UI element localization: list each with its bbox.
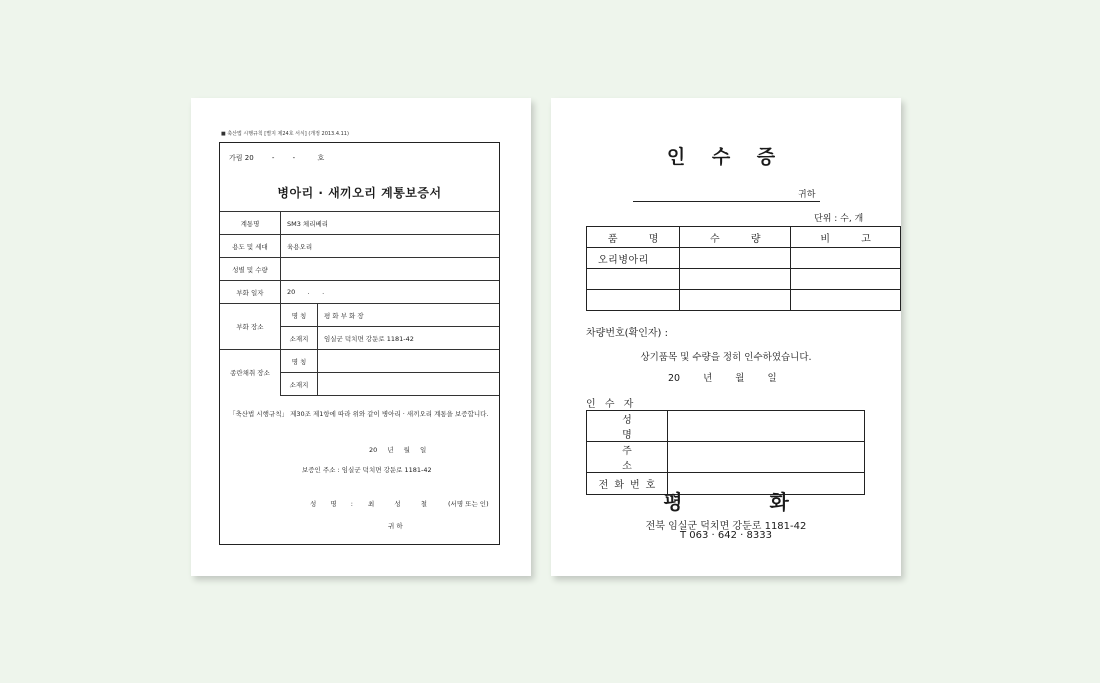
header-quantity: 수 량	[680, 227, 791, 248]
company-name: 평 화	[663, 490, 829, 514]
sex-quantity-label: 성별 및 수량	[220, 258, 281, 281]
certificate-number-suffix: 호	[317, 154, 325, 162]
hatchery-name-value: 평 화 부 화 장	[318, 304, 500, 327]
item-name-cell: 오리병아리	[587, 248, 680, 269]
certificate-statement: 「축산법 시행규칙」 제30조 제1항에 따라 위와 같이 병아리 · 새끼오리 계통을 보증합니다.	[229, 410, 489, 418]
purpose-value: 육용오리	[281, 235, 500, 258]
certificate-table	[220, 211, 499, 396]
certificate-number-prefix: 가림 20	[229, 154, 254, 162]
receipt-date: 20 년 월 일	[668, 373, 777, 384]
egg-collection-label: 종란채취 장소	[220, 350, 281, 396]
hatch-date-value: 20 . .	[281, 281, 500, 304]
receiver-address-label: 주 소	[587, 442, 668, 473]
certificate-number-dash: -	[271, 154, 275, 162]
lineage-value: SM3 체리베리	[281, 212, 500, 235]
quantity-cell	[680, 269, 791, 290]
guarantor-name: 최 성 철	[368, 500, 436, 508]
purpose-label: 용도 및 세대	[220, 235, 281, 258]
hatch-date-label: 부화 일자	[220, 281, 281, 304]
items-table	[586, 226, 901, 311]
hatchery-address-label: 소재지	[281, 327, 318, 350]
receiver-address-value	[668, 442, 865, 473]
table-row	[587, 290, 901, 311]
remarks-cell	[791, 248, 901, 269]
egg-collection-name-value	[318, 350, 500, 373]
certificate-sheet	[191, 98, 531, 576]
quantity-cell	[680, 248, 791, 269]
certificate-frame	[219, 142, 500, 545]
company-phone: T 063 · 642 · 8333	[680, 530, 772, 541]
receiver-name-label: 성 명	[587, 411, 668, 442]
guarantor-name-label: 성 명 :	[310, 500, 359, 508]
table-header-row	[587, 227, 901, 248]
certificate-number	[229, 153, 324, 163]
table-row	[220, 304, 499, 327]
table-row	[220, 258, 499, 281]
table-row	[220, 281, 499, 304]
item-name-cell	[587, 290, 680, 311]
receiver-phone-label: 전화번호	[587, 473, 668, 495]
recipient-line	[633, 201, 820, 202]
hatchery-address-value: 임실군 덕치면 강둔로 1181-42	[318, 327, 500, 350]
vehicle-number-label: 차량번호(확인자) :	[586, 328, 668, 339]
certificate-number-dash: -	[292, 154, 296, 162]
quantity-cell	[680, 290, 791, 311]
egg-collection-name-label: 명 칭	[281, 350, 318, 373]
receipt-title: 인 수 증	[666, 146, 786, 168]
lineage-label: 계통명	[220, 212, 281, 235]
certificate-title: 병아리 · 새끼오리 계통보증서	[277, 186, 442, 200]
certificate-addressee: 귀 하	[388, 522, 403, 530]
egg-collection-address-label: 소재지	[281, 373, 318, 396]
receiver-name-value	[668, 411, 865, 442]
table-row	[220, 212, 499, 235]
table-row	[587, 442, 865, 473]
table-row	[587, 411, 865, 442]
table-row	[220, 350, 499, 373]
remarks-cell	[791, 290, 901, 311]
sex-quantity-value	[281, 258, 500, 281]
hatchery-name-label: 명 칭	[281, 304, 318, 327]
hatchery-label: 부화 장소	[220, 304, 281, 350]
unit-note: 단위 : 수, 개	[814, 214, 864, 224]
receipt-sheet	[551, 98, 901, 576]
law-reference-note: ■ 축산법 시행규칙 [별지 제24호 서식] (개정 2013.4.11)	[221, 131, 349, 137]
recipient-suffix: 귀하	[798, 190, 816, 200]
certificate-date: 20 년 월 일	[369, 446, 427, 454]
signature-note: (서명 또는 인)	[448, 500, 489, 508]
table-row	[587, 269, 901, 290]
receiver-heading: 인 수 자	[586, 399, 637, 410]
item-name-cell	[587, 269, 680, 290]
guarantor-address: 보증인 주소 : 임실군 덕치면 강둔로 1181-42	[302, 466, 432, 474]
company-address: 전북 임실군 덕치면 강둔로 1181-42	[645, 521, 807, 532]
header-item-name: 품 명	[587, 227, 680, 248]
table-row	[587, 248, 901, 269]
table-row	[220, 235, 499, 258]
remarks-cell	[791, 269, 901, 290]
receiver-table	[586, 410, 865, 495]
header-remarks: 비 고	[791, 227, 901, 248]
confirmation-text: 상기품목 및 수량을 정히 인수하였습니다.	[640, 352, 812, 363]
egg-collection-address-value	[318, 373, 500, 396]
